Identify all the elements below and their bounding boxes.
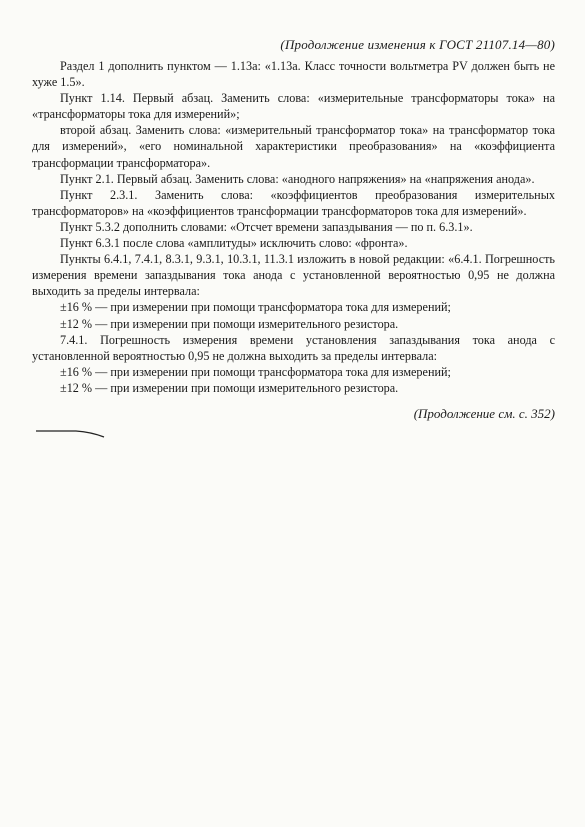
document-body [32,58,555,396]
tolerance-resistor-6-4-1: ±12 % — при измерении при помощи измерительного резистора. [60,316,399,331]
tolerance-resistor-7-4-1: ±12 % — при измерении при помощи измерительного резистора. [60,380,399,395]
tolerance-transformer-6-4-1: ±16 % — при измерении при помощи трансформатора тока для измерений; [60,300,451,315]
paragraph-section-1: Раздел 1 дополнить пунктом — 1.13а: «1.13а. Класс точности вольтметра PV должен быть не хуже 1.5». [32,59,555,90]
paragraph-item-6-3-1: Пункт 6.3.1 после слова «амплитуды» исключить слово: «фронта». [60,236,408,251]
paragraph-item-1-14: Пункт 1.14. Первый абзац. Заменить слова: «измерительные трансформаторы тока» на «трансформаторы тока для измерений»; [32,91,555,122]
paragraph-item-2-1: Пункт 2.1. Первый абзац. Заменить слова: «анодного напряжения» на «напряжения анода». [60,171,535,186]
continuation-header: (Продолжение изменения к ГОСТ 21107.14—80) [280,37,555,52]
paragraph-item-2-3-1: Пункт 2.3.1. Заменить слова: «коэффициентов преобразования измерительных трансформаторов» на «коэффициентов трансформации трансформаторов тока для измерений». [32,187,555,218]
pen-stroke-mark [36,427,106,439]
tolerance-transformer-7-4-1: ±16 % — при измерении при помощи трансформатора тока для измерений; [60,364,451,379]
paragraph-item-5-3-2: Пункт 5.3.2 дополнить словами: «Отсчет времени запаздывания — по п. 6.3.1». [60,219,473,234]
paragraph-item-7-4-1: 7.4.1. Погрешность измерения времени установления запаздывания тока анода с установленной вероятностью 0,95 не должна выходить за пределы интервала: [32,332,555,363]
paragraph-items-new-edition: Пункты 6.4.1, 7.4.1, 8.3.1, 9.3.1, 10.3.1, 11.3.1 изложить в новой редакции: «6.4.1. Погрешность измерения времени запаздывания тока анода с установленной вероятностью 0,95 не должна выходить за пределы интервала: [32,252,555,299]
paragraph-item-1-14-second: второй абзац. Заменить слова: «измерительный трансформатор тока» на трансформатор тока для измерений», «его номинальной характеристики преобразования» на «коэффициента трансформации трансформатора». [32,123,555,170]
continuation-footer: (Продолжение см. с. 352) [413,406,555,421]
